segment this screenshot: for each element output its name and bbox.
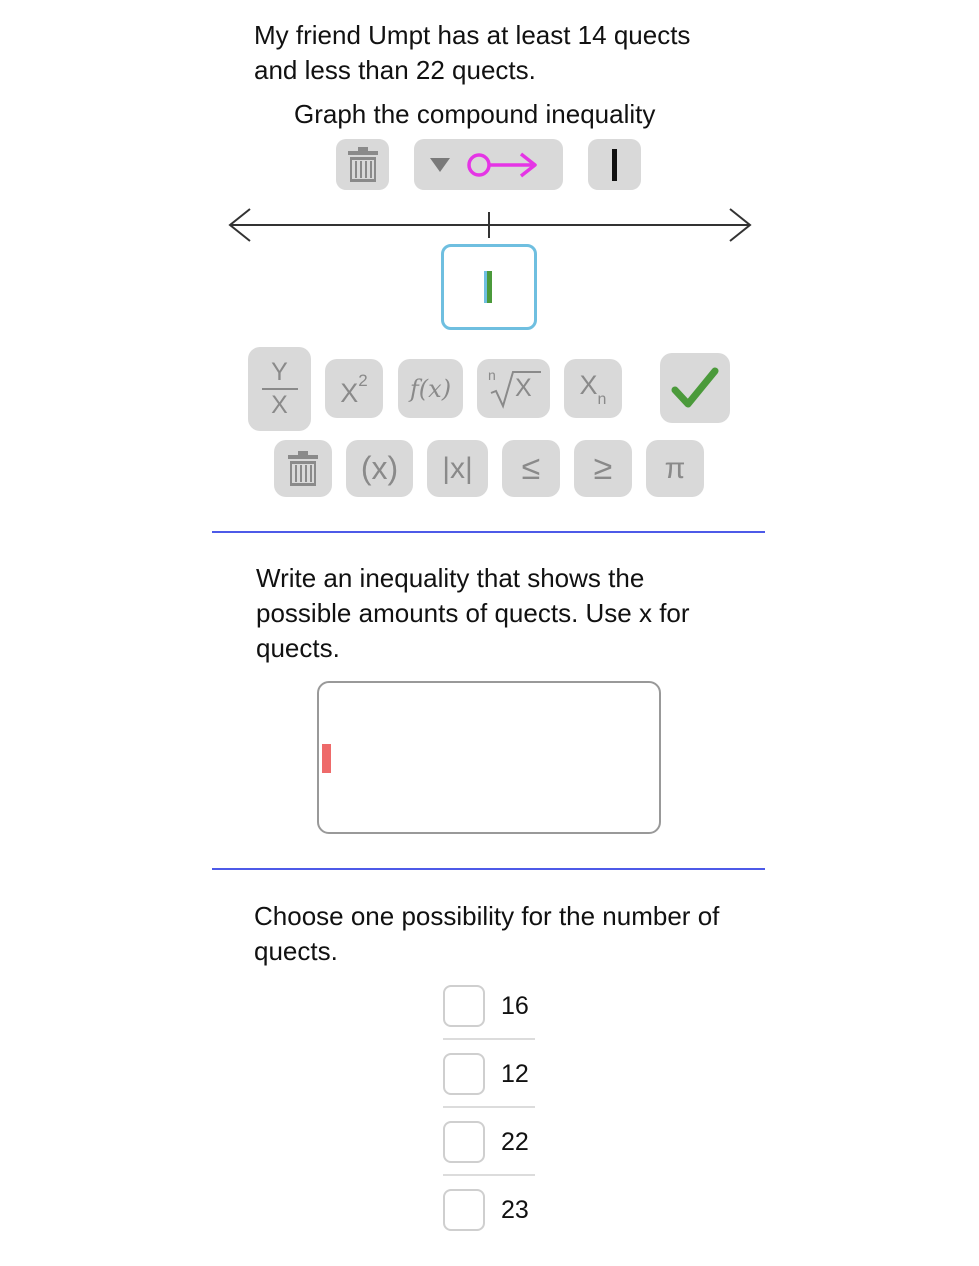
trash-icon: [346, 146, 380, 184]
pi-label: π: [664, 451, 686, 485]
choice-checkbox[interactable]: [443, 1189, 485, 1231]
choice-separator: [443, 1038, 535, 1040]
root-radicand: X: [515, 374, 532, 402]
fraction-key[interactable]: [248, 347, 311, 431]
less-equal-key[interactable]: [502, 440, 560, 497]
choice-checkbox[interactable]: [443, 985, 485, 1027]
choice-label: 22: [501, 1127, 529, 1156]
caret-icon: [484, 271, 494, 305]
graph-ray-dropdown[interactable]: [414, 139, 563, 190]
greater-equal-key[interactable]: [574, 440, 632, 497]
choice-label: 12: [501, 1059, 529, 1088]
fraction-bar: [262, 388, 298, 390]
power-exponent: 2: [358, 370, 368, 390]
nth-root-key[interactable]: [477, 359, 550, 418]
root-index: n: [488, 367, 496, 383]
power-base: X: [340, 378, 359, 408]
absolute-value-label: |x|: [442, 451, 473, 485]
number-line[interactable]: [226, 205, 756, 245]
power-key[interactable]: [325, 359, 383, 418]
inequality-answer-input[interactable]: [317, 681, 661, 834]
less-equal-label: ≤: [521, 449, 541, 487]
check-answer-button[interactable]: [660, 353, 730, 423]
choice-label: 16: [501, 991, 529, 1020]
choice-item[interactable]: [443, 984, 535, 1028]
function-key[interactable]: [398, 359, 463, 418]
absolute-value-key[interactable]: [427, 440, 488, 497]
section-divider: [212, 531, 765, 533]
subscript-index: n: [597, 390, 607, 408]
graph-cursor-button[interactable]: [588, 139, 641, 190]
graph-trash-button[interactable]: [336, 139, 389, 190]
pi-key[interactable]: [646, 440, 704, 497]
clear-key[interactable]: [274, 440, 332, 497]
input-caret: [322, 744, 331, 773]
dropdown-triangle-icon: [429, 156, 451, 174]
fraction-denominator: X: [271, 391, 288, 419]
text-cursor-icon: [611, 148, 619, 182]
choice-checkbox[interactable]: [443, 1053, 485, 1095]
question3-prompt: Choose one possibility for the number of quects.: [254, 901, 720, 966]
function-label: f(x): [409, 374, 452, 403]
choice-checkbox[interactable]: [443, 1121, 485, 1163]
checkmark-icon: [670, 366, 720, 410]
choice-separator: [443, 1174, 535, 1176]
choice-list: [443, 984, 535, 1232]
subscript-base: X: [579, 370, 598, 400]
question1-prompt: My friend Umpt has at least 14 quects and less than 22 quects.: [254, 20, 691, 85]
choice-separator: [443, 1106, 535, 1108]
choice-item[interactable]: [443, 1188, 535, 1232]
fraction-numerator: Y: [271, 358, 288, 386]
graph-instruction: Graph the compound inequality: [294, 99, 656, 129]
choice-label: 23: [501, 1195, 529, 1224]
tick-value-input[interactable]: [441, 244, 537, 330]
parentheses-label: (x): [360, 450, 399, 486]
trash-icon: [286, 450, 320, 488]
section-divider: [212, 868, 765, 870]
parentheses-key[interactable]: [346, 440, 413, 497]
choice-item[interactable]: [443, 1052, 535, 1096]
greater-equal-label: ≥: [593, 449, 613, 487]
question2-prompt: Write an inequality that shows the possible amounts of quects. Use x for quects.: [256, 563, 690, 663]
choice-item[interactable]: [443, 1120, 535, 1164]
subscript-key[interactable]: [564, 359, 622, 418]
open-circle-ray-right-icon: [465, 148, 545, 182]
